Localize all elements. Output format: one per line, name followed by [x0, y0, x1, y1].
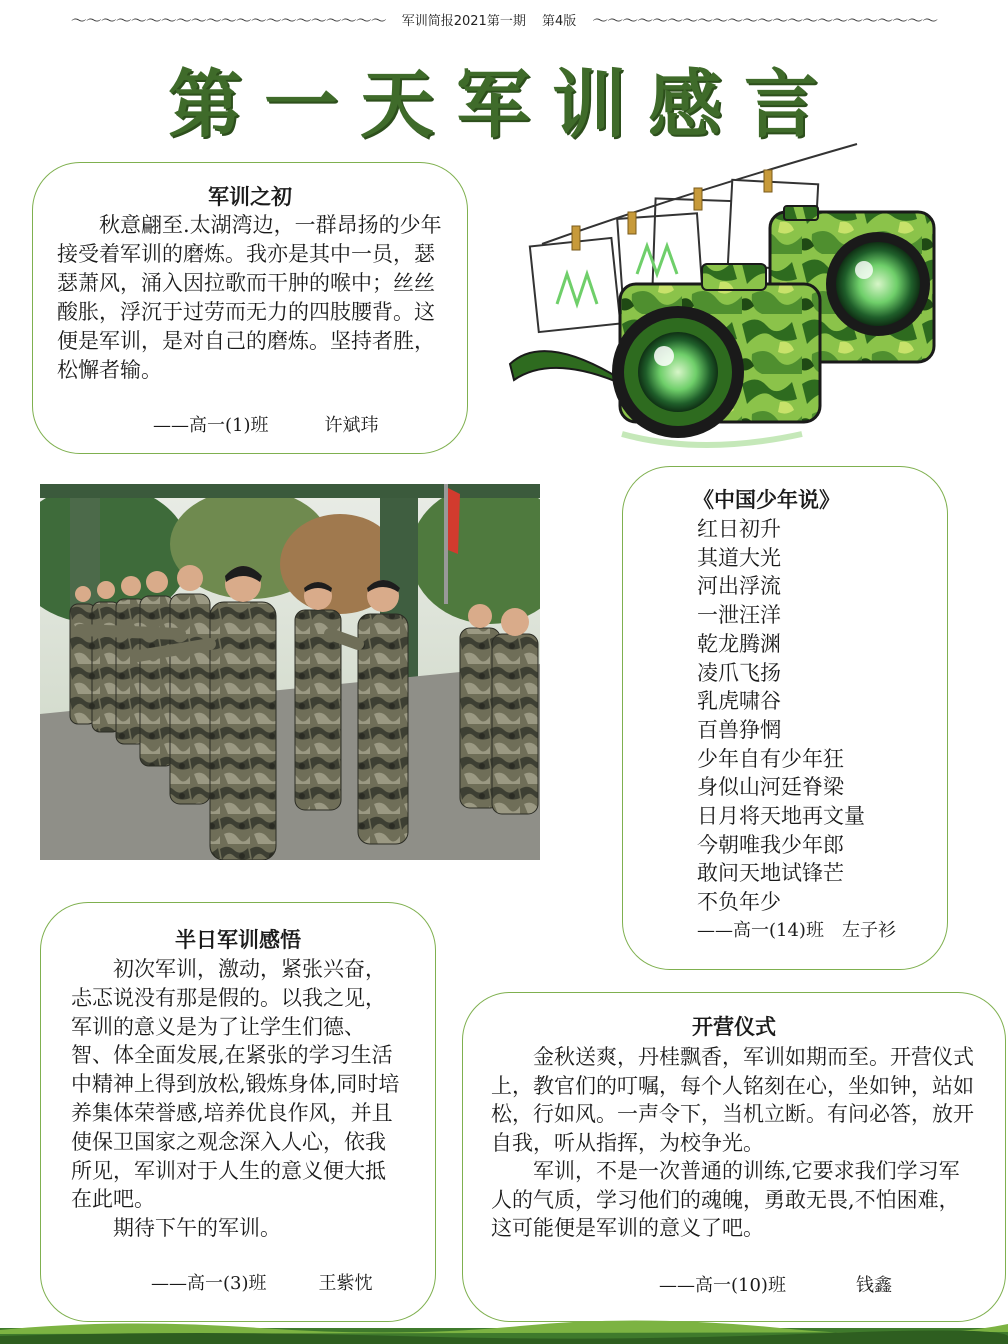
header-wave-left: ～～～～～～～～～～～～～～～～～～～～～ — [70, 10, 386, 30]
poem-title: 《中国少年说》 — [693, 487, 840, 512]
article-signature — [659, 1271, 892, 1297]
header-wave-right: ～～～～～～～～～～～～～～～～～～～～～～～ — [592, 10, 938, 30]
article-body: 金秋送爽，丹桂飘香，军训如期而至。开营仪式上，教官们的叮嘱，每个人铭刻在心，坐如钟，站如松，行如风。一声令下，当机立断。有问必答，放开自我，听从指挥，为校争光。 — [491, 1045, 974, 1155]
author-class: ——高一(14)班 — [697, 919, 824, 941]
article-first-impression — [32, 162, 468, 454]
poem-line: 今朝唯我少年郎 — [697, 832, 844, 857]
article-opening-ceremony — [462, 992, 1006, 1322]
author-class: ——高一(3)班 — [151, 1273, 267, 1294]
poem-line: 凌爪飞扬 — [697, 660, 781, 685]
article-half-day-reflection — [40, 902, 436, 1322]
camouflage-camera-illustration — [502, 134, 964, 452]
poem-line: 百兽狰惘 — [697, 717, 781, 742]
article-title: 军训之初 — [208, 184, 292, 209]
poem-line: 乳虎啸谷 — [697, 689, 781, 714]
article-body-closing: 期待下午的军训。 — [113, 1216, 281, 1241]
poem-line: 身似山河廷脊梁 — [697, 775, 844, 800]
poem-signature — [697, 917, 947, 945]
author-name: 钱鑫 — [855, 1275, 892, 1296]
author-class: ——高一(1)班 — [153, 415, 269, 436]
article-body: 秋意翩至.太湖湾边，一群昂扬的少年接受着军训的磨炼。我亦是其中一员，瑟瑟萧风，涌入因拉歌而干肿的喉中；丝丝酸胀，浮沉于过劳而无力的四肢腰背。这便是军训，是对自己的磨炼。坚持者胜，松懈者输。 — [57, 213, 442, 382]
poem-line: 红日初升 — [697, 517, 781, 541]
article-signature — [153, 411, 379, 437]
poem-line: 河出浮流 — [697, 574, 781, 599]
author-name: 王紫忱 — [318, 1273, 373, 1294]
poem-line: 日月将天地再文量 — [697, 804, 865, 829]
poem-line: 不负年少 — [697, 890, 781, 915]
page-number: 第4版 — [541, 13, 577, 29]
poem-line: 一泄汪洋 — [697, 603, 781, 628]
page-header — [0, 6, 1008, 32]
header-text — [396, 10, 583, 29]
article-title: 半日军训感悟 — [175, 927, 301, 952]
poem-young-china — [622, 466, 948, 970]
article-body: 初次军训，激动，紧张兴奋，忐忑说没有那是假的。以我之见，军训的意义是为了让学生们德、智、体全面发展,在紧张的学习生活中精神上得到放松,锻炼身体,同时培养集体荣誉感,培养优良作风，并且使保卫国家之观念深入人心，依我所见，军训对于人生的意义便大抵在此吧。 — [71, 957, 400, 1212]
poem-line: 乾龙腾渊 — [697, 631, 781, 656]
poem-line: 少年自有少年狂 — [697, 746, 844, 771]
poem-line: 敢问天地试锋芒 — [697, 861, 844, 886]
publication-name: 军训简报2021第一期 — [401, 13, 526, 29]
author-name: 左子衫 — [841, 919, 896, 941]
author-name: 许斌玮 — [324, 415, 379, 436]
article-body-second: 军训，不是一次普通的训练,它要求我们学习军人的气质，学习他们的魂魄，勇敢无畏,不怕困难，这可能便是军训的意义了吧。 — [491, 1159, 960, 1240]
page-title: 第一天军训感言 — [168, 62, 840, 148]
poem-line: 其道大光 — [697, 545, 781, 570]
military-training-photo — [40, 484, 540, 860]
bottom-grass-band — [0, 1318, 1008, 1344]
article-title: 开营仪式 — [692, 1014, 776, 1039]
article-signature — [151, 1269, 373, 1295]
author-class: ——高一(10)班 — [659, 1275, 786, 1296]
